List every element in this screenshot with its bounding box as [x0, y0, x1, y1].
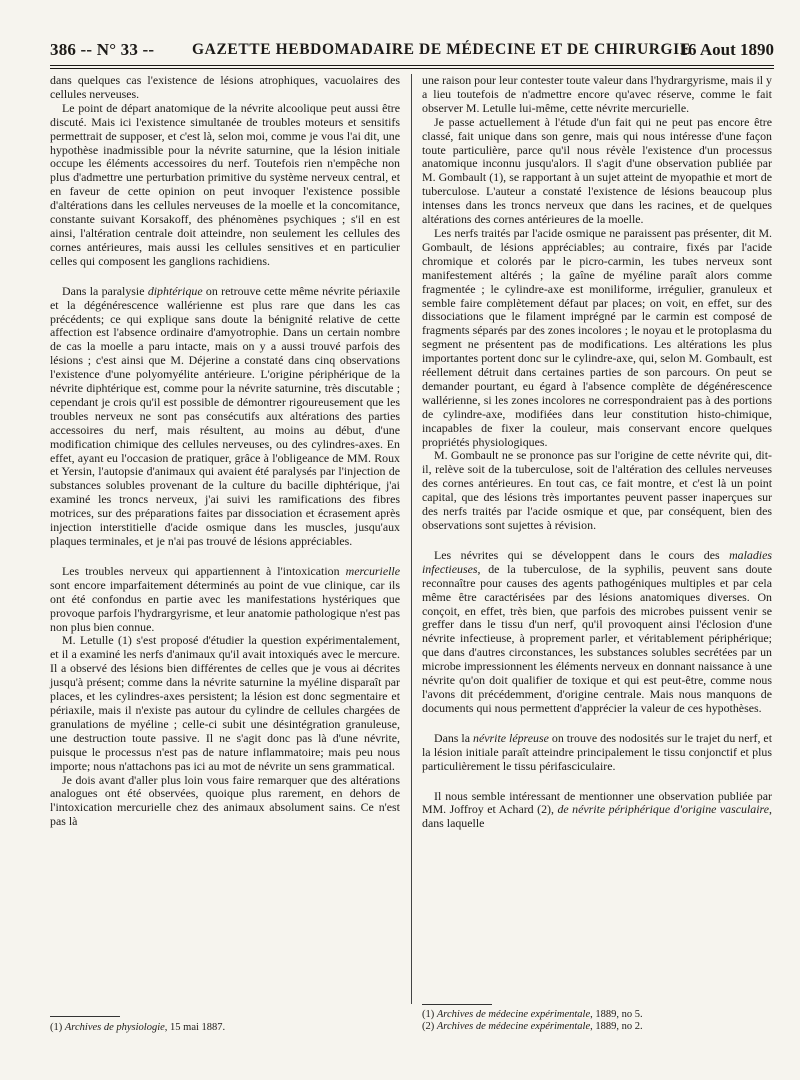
emphasis: diphtérique	[147, 283, 203, 298]
header-rule	[50, 65, 774, 66]
paragraph: Dans la névrite lépreuse on trouve des nodosités sur le trajet du nerf, et la lésion initiale paraît atteindre principalement le tissu conjonctif et plus particulièrement le tissu périfasciculaire.	[422, 730, 772, 773]
column-divider	[411, 74, 412, 1004]
journal-page	[50, 36, 774, 1066]
emphasis: maladies infectieuses	[422, 547, 772, 576]
paragraph: dans quelques cas l'existence de lésions atrophiques, vacuolaires des cellules nerveuses.	[50, 73, 400, 101]
footnote: (1) Archives de physiologie, 15 mai 1887.	[50, 1022, 226, 1033]
emphasis: névrite lépreuse	[473, 730, 549, 745]
header-rule-thin	[50, 68, 774, 69]
emphasis: de névrite périphérique d'origine vasculaire	[557, 802, 769, 817]
journal-title: GAZETTE HEBDOMADAIRE DE MÉDECINE ET DE CHIRURGIE	[192, 41, 691, 58]
paragraph: M. Letulle (1) s'est proposé d'étudier la question expérimentalement, et il a examiné les nerfs d'animaux qu'il avait intoxiqués avec le mercure. Il a observé des lésions bien différentes de celles que je vous ai décrites jusqu'à présent; comme dans la névrite saturnine la myéline disparaît par places, et les cylindres-axes persistent; la lésion est donc segmentaire et périaxile, mais il n'existe pas autour du cylindre de cellules chargées de granulations de myéline ; celle-ci subit une désintégration granuleuse, une destruction toute passive. Il ne s'agit donc pas là d'une névrite, puisque le processus n'est pas de nature inflammatoire; mais peu nous importe; nous n'attachons pas ici au mot de névrite un sens grammatical.	[50, 633, 400, 773]
paragraph: Le point de départ anatomique de la névrite alcoolique peut aussi être discuté. Mais ici l'existence simultanée de troubles moteurs et sensitifs permettrait de supposer, et c'est là, selon moi, comme je vous l'ai dit, une hypothèse inadmissible pour la névrite saturnine, que la lésion initiale occupe les éléments accessoires du nerf. Toutefois rien n'empêche non plus d'admettre une perturbation primitive du système nerveux central, et en faveur de cette opinion on peut invoquer l'existence possible d'altérations dans les cellules nerveuses de la moelle et la concomitance, constante suivant Korsakoff, des phénomènes psychiques ; s'il en est ainsi, l'altération centrale doit atteindre, non seulement les cellules des cornes antérieures, mais aussi les cellules sensitives et en particulier celles qui composent les ganglions rachidiens.	[50, 100, 400, 268]
paragraph: Les troubles nerveux qui appartiennent à l'intoxication mercurielle sont encore imparfaitement déterminés au point de vue clinique, car ils ont été confondus en partie avec les manifestations hystériques que provoque parfois l'hydrargyrisme, et leur anatomie pathologique n'est pas non plus bien connue.	[50, 563, 400, 634]
paragraph: Dans la paralysie diphtérique on retrouve cette même névrite périaxile et la dégénérescence wallérienne est plus rare que dans les cas précédents; ce qui explique sans doute la bénignité relative de cette affection est l'absence ordinaire d'amyotrophie. Dans un certain nombre de cas la moelle a paru intacte, mais on y a aussi trouvé parfois des lésions ; c'est ainsi que M. Déjerine a constaté dans cinq observations l'existence d'une polyomyélite antérieure. L'origine périphérique de la névrite diphtérique est, comme pour la névrite saturnine, très discutable ; cependant je crois qu'il est possible de démontrer rigoureusement que les troubles nerveux ne sont pas consécutifs aux altérations des parties accessoires du nerf, mais résultent, au moins au début, d'une modification chimique des cellules nerveuses, ou des cylindres-axes. En effet, ayant eu l'occasion de pratiquer, grâce à l'obligeance de MM. Roux et Yersin, l'autopsie d'animaux qui avaient été paralysés par l'injection de substances solubles provenant de la culture du bacille diphtérique, j'ai examiné les troncs nerveux, j'ai suivi les ramifications des fibres motrices, sur des préparations faites par dissociation et écrasement après injection interstitielle d'acide osmique dans les muscles, jusqu'aux plaques terminales, et je n'ai pas trouvé de lésions appréciables.	[50, 283, 400, 548]
emphasis: mercurielle	[345, 563, 400, 578]
footnote-1: (1) Archives de médecine expérimentale, 1889, no 5.	[422, 1009, 643, 1020]
page-number: 386 -- N° 33 --	[50, 40, 155, 59]
right-column	[422, 74, 772, 831]
left-column	[50, 74, 400, 829]
paragraph: Il nous semble intéressant de mentionner une observation publiée par MM. Joffroy et Achard (2), de névrite périphérique d'origine vasculaire, dans laquelle	[422, 788, 772, 831]
paragraph: une raison pour leur contester toute valeur dans l'hydrargyrisme, mais il y a lieu toutefois de n'admettre encore qu'avec réserve, comme le fait observer M. Letulle lui-même, cette névrite mercurielle.	[422, 73, 772, 115]
footnote-rule	[50, 1016, 120, 1017]
paragraph: Les névrites qui se développent dans le cours des maladies infectieuses, de la tuberculose, de la syphilis, peuvent sans doute reconnaître pour causes des agents pathogéniques multiples et par cela même être caractérisées par des lésions anatomiques diverses. On conçoit, en effet, très bien, que parfois des microbes puissent venir se greffer dans le tissu d'un nerf, qu'il provoquent ainsi l'éclosion d'une névrite infectieuse, à proprement parler, et véritablement périphérique; que dans d'autres circonstances, les substances solubles secrétées par un microbe impressionnent les éléments nerveux en donnant naissance à une névrite qu'on doit qualifier de toxique et qui est peut-être, comme nous l'avons dit précédemment, d'origine centrale. Mais nous manquons de documents qui nous permettent d'apprécier la valeur de ces hypothèses.	[422, 547, 772, 715]
footnote-rule	[422, 1004, 492, 1005]
paragraph: Les nerfs traités par l'acide osmique ne paraissent pas présenter, dit M. Gombault, de lésions appréciables; au contraire, fixés par l'acide chromique et colorés par le picro-carmin, les tubes nerveux sont manifestement altérés ; la gaîne de myéline paraît alors comme fragmentée ; le cylindre-axe est moniliforme, irrégulier, granuleux et semble faire complètement défaut par places; on voit, en effet, sur des dissociations que le filament imprégné par le carmin est composé de fragments séparés par des zones incolores ; le noyau et le protoplasma du segment ne présentent pas de modifications. Les altérations les plus importantes portent donc sur le cylindre-axe, qui, selon M. Gombault, est réellement détruit dans certaines parties de son parcours. On peut se demander pourtant, eu égard à l'absence complète de dégénérescence wallérienne, si les zones incolores ne correspondraient pas à des portions de cylindre-axe, modifiées dans leur constitution histo-chimique, incapables de fixer la couleur, mais conservant encore quelques propriétés physiologiques.	[422, 225, 772, 449]
issue-date: 16 Aout 1890	[679, 40, 774, 59]
paragraph: Je passe actuellement à l'étude d'un fait qui ne peut pas encore être classé, fait unique dans son genre, mais qui nous intéresse d'une façon toute particulière, parce qu'il nous révèle l'existence d'un processus anatomique inconnu jusqu'alors. Il s'agit d'une observation publiée par M. Gombault (1), se rapportant à un sujet atteint de myopathie et mort de tuberculose. L'auteur a constaté l'existence de lésions beaucoup plus intenses dans les troncs nerveux que dans les racines, et de quelques altérations des cornes antérieures de la moelle.	[422, 114, 772, 227]
footnote	[422, 1009, 772, 1034]
footnote-2: (2) Archives de médecine expérimentale, 1889, no 2.	[422, 1021, 643, 1033]
running-header	[50, 36, 774, 64]
paragraph: Je dois avant d'aller plus loin vous faire remarquer que des altérations analogues ont été observées, quoique plus rarement, en dehors de l'intoxication mercurielle chez des animaux absolument sains. Ce n'est pas là	[50, 772, 400, 829]
paragraph: M. Gombault ne se prononce pas sur l'origine de cette névrite qui, dit-il, relève soit de la tuberculose, soit de l'altération des cellules nerveuses des cornes antérieures. En tout cas, ce fait montre, et c'est là un point capital, que des lésions très importantes peuvent passer inaperçues sur des nerfs traités par l'acide osmique et que, par conséquent, bien des observations sont sujettes à révision.	[422, 448, 772, 532]
